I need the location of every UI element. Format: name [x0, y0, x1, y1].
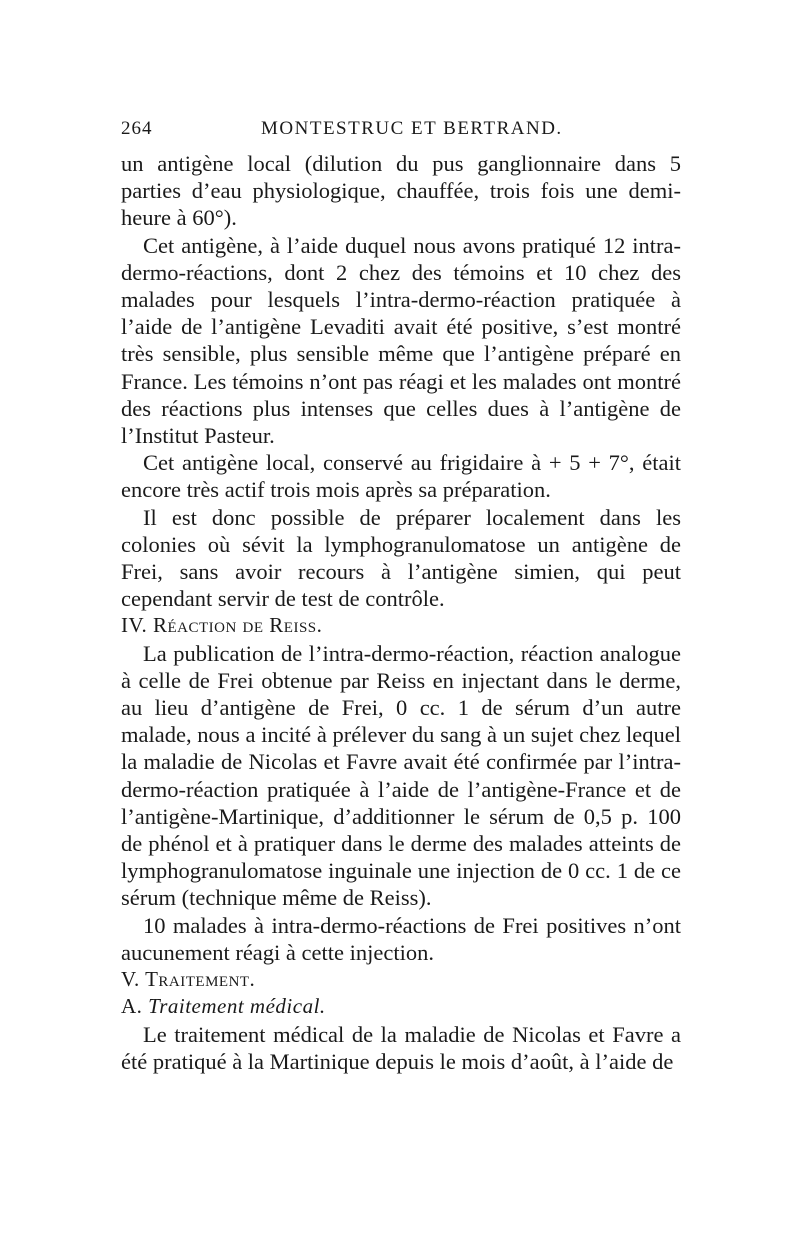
section-heading-v: V. Traitement. — [121, 967, 256, 992]
subsection-heading-a — [121, 993, 681, 1020]
running-title: MONTESTRUC ET BERTRAND. — [261, 118, 563, 139]
paragraph-2: Cet antigène, à l’aide duquel nous avons pratiqué 12 intra-dermo-réactions, dont 2 chez des témoins et 10 chez des malades pour lesquels l’intra-dermo-réaction pratiquée à l’aide de l’antigène Levaditi avait été positive, s’est montré très sensible, plus sensible même que l’antigène préparé en France. Les témoins n’ont pas réagi et les malades ont montré des réactions plus intenses que celles dues à l’antigène de l’Institut Pasteur. — [121, 232, 681, 449]
subsection-letter: A. — [121, 994, 143, 1019]
paragraph-3: Cet antigène local, conservé au frigidaire à + 5 + 7°, était encore très actif trois mois après sa préparation. — [121, 450, 681, 503]
paragraph-6: 10 malades à intra-dermo-réactions de Frei positives n’ont aucunement réagi à cette injection. — [121, 912, 681, 965]
paragraph-1: un antigène local (dilution du pus ganglionnaire dans 5 parties d’eau physiologique, chauffée, trois fois une demi-heure à 60°). — [121, 151, 681, 231]
page-body — [121, 150, 681, 1075]
page-number: 264 — [121, 118, 153, 139]
section-heading-iv: IV. Réaction de Reiss. — [121, 613, 323, 638]
paragraph-7: Le traitement médical de la maladie de Nicolas et Favre a été pratiqué à la Martinique depuis le mois d’août, à l’aide de — [121, 1021, 681, 1074]
paragraph-4: Il est donc possible de préparer localement dans les colonies où sévit la lymphogranulomatose un antigène de Frei, sans avoir recours à l’antigène simien, qui peut cependant servir de test de contrôle. — [121, 504, 681, 612]
subsection-title: Traitement médical. — [148, 994, 326, 1019]
paragraph-5: La publication de l’intra-dermo-réaction, réaction analogue à celle de Frei obtenue par Reiss en injectant dans le derme, au lieu d’antigène de Frei, 0 cc. 1 de sérum d’un autre malade, nous a incité à prélever du sang à un sujet chez lequel la maladie de Nicolas et Favre avait été confirmée par l’intra-dermo-réaction pratiquée à l’aide de l’antigène-France et de l’antigène-Martinique, d’additionner le sérum de 0,5 p. 100 de phénol et à pratiquer dans le derme des malades atteints de lymphogranulomatose inguinale une injection de 0 cc. 1 de ce sérum (technique même de Reiss). — [121, 640, 681, 911]
